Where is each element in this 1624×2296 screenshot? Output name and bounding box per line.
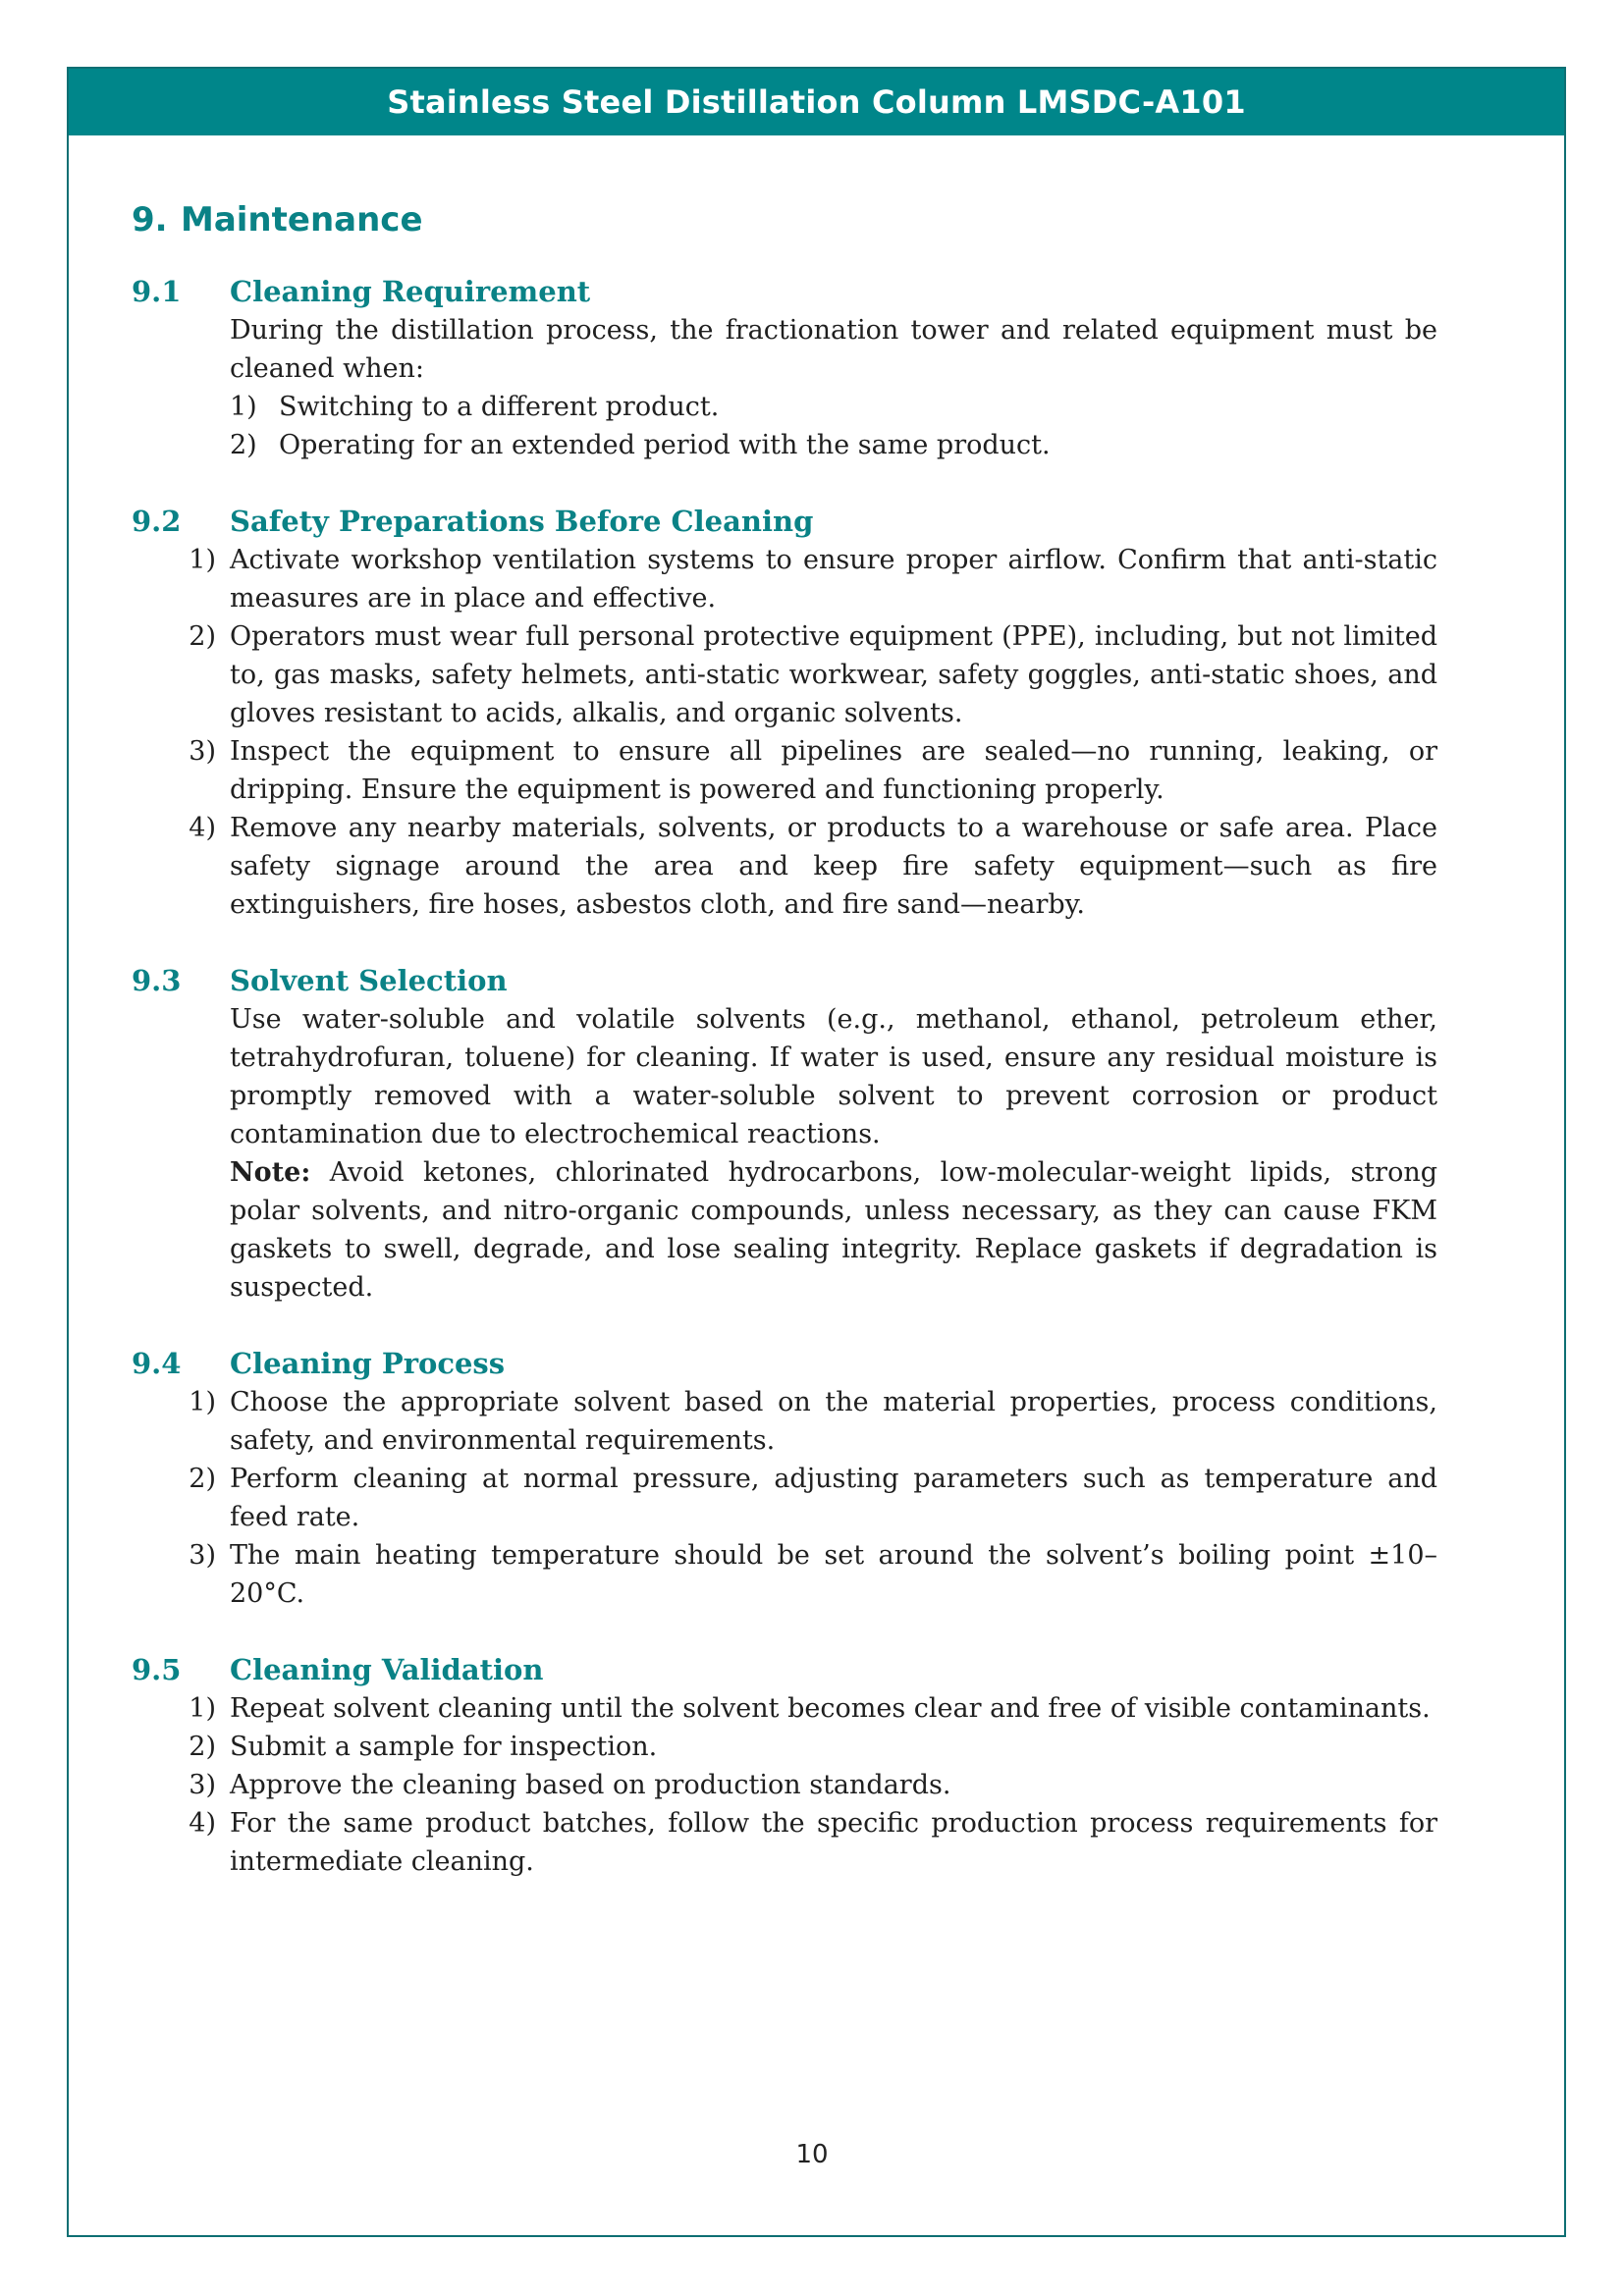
list-item-text: Operating for an extended period with the same product. [279,430,1051,460]
requirement-list [230,388,1437,464]
list-item-text: Inspect the equipment to ensure all pipelines are sealed—no running, leaking, or dripping. Ensure the equipment is powered and functioning properly. [230,736,1437,805]
list-item-number: 1) [189,545,216,575]
section-heading [132,1651,1437,1689]
list-item-number: 3) [189,1540,216,1571]
list-item [132,1766,1437,1804]
list-item [230,426,1437,464]
section-cleaning-process [132,1345,1437,1613]
list-item [132,1689,1437,1728]
list-item-text: Activate workshop ventilation systems to ensure proper airflow. Confirm that anti-static measures are in place and effective. [230,545,1437,614]
note-text: Avoid ketones, chlorinated hydrocarbons, low-molecular-weight lipids, strong polar solvents, and nitro-organic compounds, unless necessary, as they can cause FKM gaskets to swell, degrade, and lose sealing integrity. Replace gaskets if degradation is suspected. [230,1157,1437,1303]
section-title: Cleaning Requirement [230,275,591,308]
list-item [132,809,1437,924]
section-number: 9.2 [132,505,182,538]
list-item-number: 4) [189,1808,216,1839]
list-item-number: 2) [189,1732,216,1762]
list-item-number: 2) [230,430,257,460]
list-item-number: 3) [189,736,216,767]
section-number: 9.3 [132,964,182,997]
safety-list [132,541,1437,924]
list-item [132,1383,1437,1460]
list-item-text: Approve the cleaning based on production standards. [230,1770,951,1800]
list-item [132,732,1437,809]
chapter-number: 9. [132,200,168,240]
list-item-number: 2) [189,621,216,652]
section-title: Cleaning Validation [230,1653,544,1686]
section-heading [132,962,1437,1000]
section-title: Cleaning Process [230,1347,506,1380]
chapter-heading [132,196,1437,243]
section-heading [132,1345,1437,1383]
section-number: 9.4 [132,1347,182,1380]
section-body: Use water-soluble and volatile solvents (e.g., methanol, ethanol, petroleum ether, tetrahydrofuran, toluene) for cleaning. If water is used, ensure any residual moisture is promptly removed with a water-soluble solvent to prevent corrosion or product contamination due to electrochemical reactions. [230,1004,1437,1149]
section-heading [132,503,1437,541]
section-safety-preparations [132,503,1437,924]
section-cleaning-validation [132,1651,1437,1881]
list-item-number: 1) [189,1387,216,1417]
section-title: Safety Preparations Before Cleaning [230,505,814,538]
chapter-title: Maintenance [181,200,423,240]
validation-list [132,1689,1437,1881]
list-item [132,1536,1437,1613]
section-intro: During the distillation process, the fractionation tower and related equipment must be cleaned when: [230,315,1437,384]
list-item-number: 4) [189,813,216,843]
list-item-text: Submit a sample for inspection. [230,1732,658,1762]
section-cleaning-requirement [132,273,1437,464]
document-title: Stainless Steel Distillation Column LMSDC-A101 [387,83,1246,121]
list-item-number: 3) [189,1770,216,1800]
list-item [132,541,1437,617]
list-item-text: Repeat solvent cleaning until the solvent becomes clear and free of visible contaminants. [230,1693,1431,1724]
list-item-text: Remove any nearby materials, solvents, or products to a warehouse or safe area. Place safety signage around the area and keep fire safety equipment—such as fire extinguishers, fire hoses, asbestos cloth, and fire sand—nearby. [230,813,1437,920]
list-item-text: Choose the appropriate solvent based on the material properties, process conditions, safety, and environmental requirements. [230,1387,1437,1456]
section-solvent-selection [132,962,1437,1307]
list-item-text: Switching to a different product. [279,392,720,422]
list-item [132,1728,1437,1766]
list-item [230,388,1437,426]
section-heading [132,273,1437,311]
process-list [132,1383,1437,1613]
list-item [132,1804,1437,1881]
section-number: 9.5 [132,1653,182,1686]
list-item-text: Operators must wear full personal protective equipment (PPE), including, but not limited to, gas masks, safety helmets, anti-static workwear, safety goggles, anti-static shoes, and gloves resistant to acids, alkalis, and organic solvents. [230,621,1437,728]
list-item-number: 1) [189,1693,216,1724]
list-item [132,617,1437,732]
list-item-number: 2) [189,1464,216,1494]
list-item [132,1460,1437,1536]
note-label: Note: [230,1157,311,1188]
note-paragraph [230,1153,1437,1307]
page-content [132,196,1437,1919]
list-item-number: 1) [230,392,257,422]
section-title: Solvent Selection [230,964,508,997]
page-number: 10 [795,2140,829,2169]
list-item-text: For the same product batches, follow the specific production process requirements for intermediate cleaning. [230,1808,1437,1877]
section-number: 9.1 [132,275,182,308]
list-item-text: The main heating temperature should be set around the solvent’s boiling point ±10–20°C. [230,1540,1437,1609]
document-header [69,69,1564,135]
list-item-text: Perform cleaning at normal pressure, adjusting parameters such as temperature and feed rate. [230,1464,1437,1532]
